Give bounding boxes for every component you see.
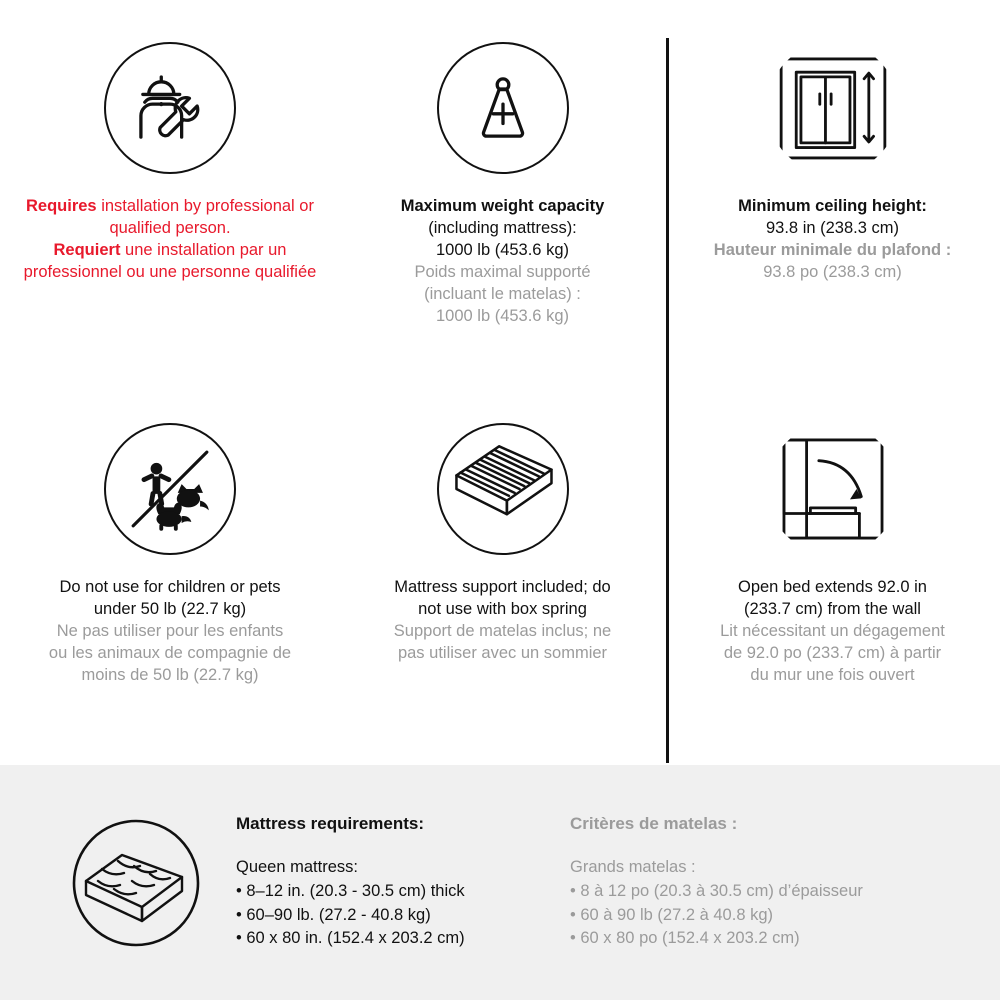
weight-plus-icon [437, 42, 569, 174]
caption-en-line2: not use with box spring [418, 599, 587, 618]
no-children-or-pets-icon [104, 423, 236, 555]
caption-en-line1: Do not use for children or pets [59, 578, 281, 596]
caption-mattress-support [340, 577, 665, 665]
caption-en-line2: (including mattress): [428, 218, 577, 237]
bottom-line-en-3: • 60–90 lb. (27.2 - 40.8 kg) [236, 905, 431, 924]
caption-fr-line3: moins de 50 lb (22.7 kg) [81, 665, 259, 684]
bottom-line-fr-3: • 60 à 90 lb (27.2 à 40.8 kg) [570, 905, 773, 924]
caption-ceiling-height [665, 196, 1000, 284]
caption-installation [0, 196, 340, 284]
caption-en-line1: Mattress support included; do [394, 578, 611, 596]
ceiling-height-icon [767, 42, 899, 174]
caption-open-bed-clearance [665, 577, 1000, 687]
feature-cell-weight-capacity [340, 0, 665, 385]
caption-fr-line3: du mur une fois ouvert [750, 665, 915, 684]
caption-en-text: installation by professional or qualified person. [96, 197, 314, 237]
bottom-line-fr-4: • 60 x 80 po (152.4 x 203.2 cm) [570, 929, 800, 948]
caption-fr-text: une installation par un professionnel ou une personne qualifiée [23, 240, 317, 281]
caption-fr-line3: 1000 lb (453.6 kg) [435, 306, 569, 325]
caption-fr-line1: Ne pas utiliser pour les enfants [56, 621, 284, 640]
bottom-line-en-2: • 8–12 in. (20.3 - 30.5 cm) thick [236, 881, 465, 900]
caption-en-line2: 93.8 in (238.3 cm) [766, 218, 899, 237]
bottom-line-fr-2: • 8 à 12 po (20.3 à 30.5 cm) d’épaisseur [570, 881, 863, 900]
worker-wrench-icon [104, 42, 236, 174]
feature-cell-open-bed-clearance [665, 385, 1000, 765]
caption-en-line1: Maximum weight capacity [400, 197, 605, 215]
murphy-bed-open-icon [767, 423, 899, 555]
caption-fr-line2: ou les animaux de compagnie de [48, 643, 292, 662]
caption-en-line1: Open bed extends 92.0 in [738, 578, 927, 596]
slatted-mattress-support-icon [437, 423, 569, 555]
caption-weight-capacity [340, 196, 665, 328]
caption-no-children-pets [0, 577, 340, 687]
feature-cell-ceiling-height [665, 0, 1000, 385]
caption-fr-line1: Lit nécessitant un dégagement [720, 621, 945, 640]
mattress-requirements-fr [570, 814, 970, 952]
feature-cell-installation [0, 0, 340, 385]
caption-en-line2: under 50 lb (22.7 kg) [93, 599, 247, 618]
caption-en-line2: (233.7 cm) from the wall [744, 599, 921, 618]
caption-en-line1: Minimum ceiling height: [738, 197, 927, 215]
caption-fr-line1: Hauteur minimale du plafond : [713, 240, 952, 259]
bottom-line-en-1: Queen mattress: [236, 857, 358, 876]
caption-en-keyword: Requires [26, 197, 97, 215]
feature-cell-mattress-support [340, 385, 665, 765]
caption-fr-line2: pas utiliser avec un sommier [397, 643, 608, 662]
mattress-requirements-band [0, 765, 1000, 1000]
caption-fr-line1: Support de matelas inclus; ne [393, 621, 612, 640]
bottom-line-fr-1: Grands matelas : [570, 857, 696, 876]
mattress-requirements-en [236, 814, 566, 952]
caption-en-line3: 1000 lb (453.6 kg) [435, 240, 569, 259]
bottom-title-en: Mattress requirements: [236, 813, 425, 833]
caption-fr-line1: Poids maximal supporté [414, 262, 591, 281]
bottom-line-en-4: • 60 x 80 in. (152.4 x 203.2 cm) [236, 929, 465, 948]
bottom-title-fr: Critères de matelas : [570, 813, 738, 833]
caption-fr-line2: (incluant le matelas) : [424, 284, 581, 303]
caption-fr-line2: 93.8 po (238.3 cm) [763, 262, 902, 281]
caption-fr-line2: de 92.0 po (233.7 cm) à partir [723, 643, 942, 662]
caption-fr-keyword: Requiert [53, 240, 121, 259]
feature-cell-no-children-pets [0, 385, 340, 765]
mattress-icon [72, 819, 200, 947]
